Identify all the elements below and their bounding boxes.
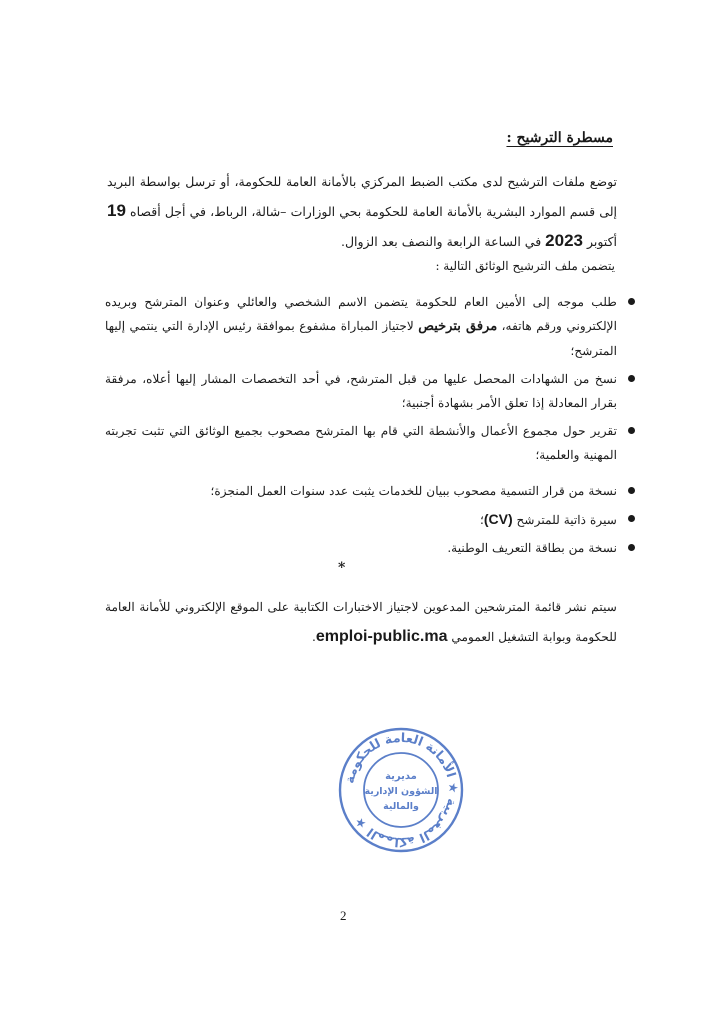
document-item [105, 536, 617, 560]
document-item [105, 290, 617, 363]
document-text: لاجتياز المباراة مشفوع بموافقة رئيس الإدارة التي ينتمي إليها المترشح؛ [105, 319, 617, 358]
notice-paragraph [105, 592, 617, 652]
document-text: طلب موجه إلى الأمين العام للحكومة يتضمن الاسم الشخصي والعائلي وعنوان المترشح وبريده الإلكتروني ورقم هاتفه، [105, 295, 617, 333]
deadline-day: 19 [107, 201, 126, 220]
stamp-ring-text: المملكة المغربية ★ الأمانة العامة للحكومة ★ [341, 729, 462, 851]
document-text: نسخ من الشهادات المحصل عليها من قبل المترشح، في أحد التخصصات المشار إليها أعلاه، مرفقة بقرار المعادلة إذا تعلق الأمر بشهادة أجنبية؛ [105, 372, 617, 410]
stamp-line-2: الشؤون الإدارية [364, 786, 438, 797]
deadline-month: أكتوبر [586, 234, 617, 249]
website-link-text: emploi-public.ma [315, 628, 448, 645]
bullet-icon [628, 375, 635, 382]
document-text: تقرير حول مجموع الأعمال والأنشطة التي قام بها المترشح مصحوب بجميع الوثائق التي تثبت تجربته المهنية والعلمية؛ [105, 424, 617, 462]
bullet-icon [628, 544, 635, 551]
cv-label: (CV) [483, 511, 513, 527]
deadline-year: 2023 [545, 231, 583, 250]
document-item [105, 367, 617, 415]
document-text: سيرة ذاتية للمترشح [512, 513, 617, 527]
document-item [105, 507, 617, 532]
documents-list [105, 290, 617, 560]
bullet-icon [628, 427, 635, 434]
intro-text-after-date: في الساعة الرابعة والنصف بعد الزوال. [340, 234, 546, 249]
bullet-icon [628, 487, 635, 494]
document-text: ؛ [480, 513, 484, 527]
bullet-icon [628, 515, 635, 522]
stamp-line-1: مديرية [385, 771, 417, 782]
document-text: نسخة من قرار التسمية مصحوب ببيان للخدمات يثبت عدد سنوات العمل المنجزة؛ [210, 484, 617, 498]
notice-end: . [312, 630, 316, 644]
document-item [105, 479, 617, 503]
intro-paragraph [107, 167, 617, 256]
section-heading: مسطرة الترشيح : [506, 130, 613, 146]
stamp-line-3: والمالية [383, 801, 419, 812]
separator-star: * [338, 560, 346, 576]
notice-text: سيتم نشر قائمة المترشحين المدعوين لاجتياز الاختبارات الكتابية على الموقع الإلكتروني للأمانة العامة للحكومة وبوابة التشغيل العمومي [105, 600, 617, 644]
bullet-icon [628, 298, 635, 305]
page-number: 2 [340, 908, 347, 923]
intro-text-before-date: توضع ملفات الترشيح لدى مكتب الضبط المركزي بالأمانة العامة للحكومة، أو ترسل بواسطة البريد إلى قسم الموارد البشرية بالأمانة العامة للحكومة بحي الوزارات –شالة، الرباط، في أجل أقصاه [107, 174, 617, 219]
document-bold-text: مرفق بترخيص [418, 319, 498, 334]
document-text: نسخة من بطاقة التعريف الوطنية. [447, 541, 617, 555]
documents-intro: يتضمن ملف الترشيح الوثائق التالية : [435, 259, 615, 273]
official-stamp [337, 726, 465, 854]
document-item [105, 419, 617, 467]
